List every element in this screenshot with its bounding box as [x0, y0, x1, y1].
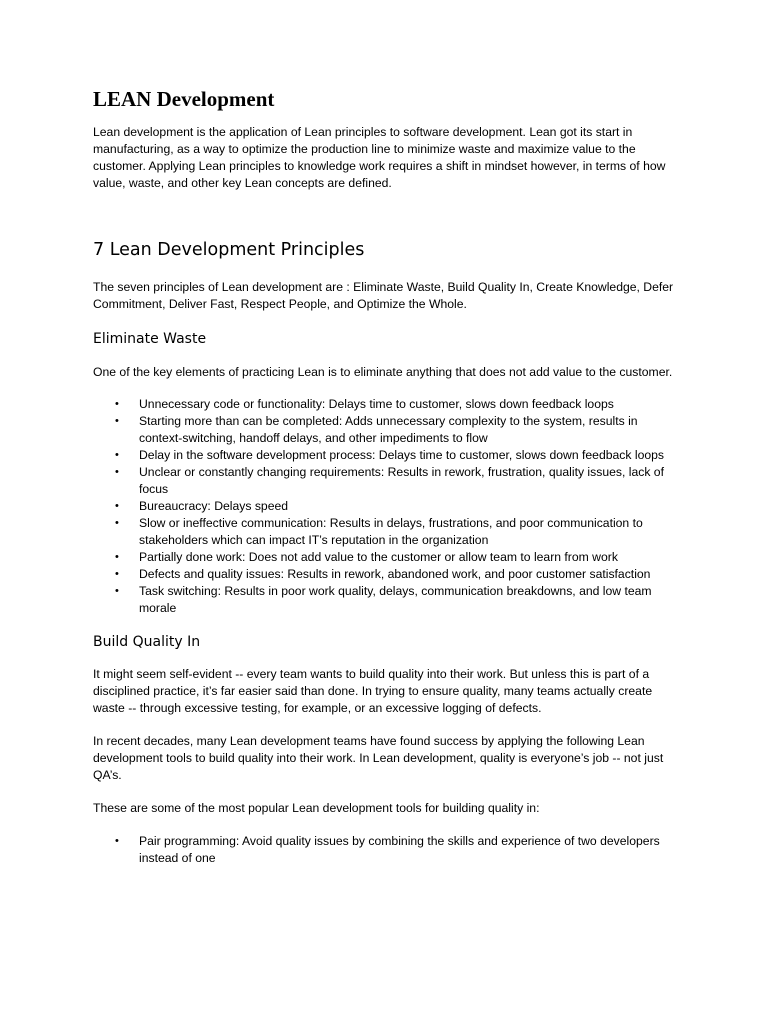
- list-item: [93, 396, 683, 413]
- list-item-text: Partially done work: Does not add value to the customer or allow team to learn from work: [139, 550, 618, 564]
- list-item: [93, 447, 683, 464]
- list-item: [93, 413, 683, 447]
- list-item: [93, 566, 683, 583]
- bullet-icon: •: [115, 466, 119, 478]
- eliminate-waste-heading: Eliminate Waste: [93, 331, 207, 347]
- build-quality-paragraph-1: It might seem self-evident -- every team wants to build quality into their work. But unless this is part of a disciplined practice, it’s far easier said than done. In trying to ensure quality, many teams actually create waste -- through excessive testing, for example, or an excessive logging of defects.: [93, 667, 653, 715]
- list-item-text: Unclear or constantly changing requirements: Results in rework, frustration, quality issues, lack of focus: [139, 465, 664, 496]
- document-page: [93, 86, 683, 867]
- bullet-icon: •: [115, 835, 119, 847]
- list-item: [93, 515, 683, 549]
- list-item: [93, 583, 683, 617]
- bullet-icon: •: [115, 449, 119, 461]
- document-title: LEAN Development: [93, 87, 275, 111]
- bullet-icon: •: [115, 398, 119, 410]
- list-item-text: Delay in the software development process: Delays time to customer, slows down feedback loops: [139, 448, 664, 462]
- intro-paragraph: Lean development is the application of Lean principles to software development. Lean got its start in manufacturing, as a way to optimize the production line to minimize waste and maximize value to the customer. Applying Lean principles to knowledge work requires a shift in mindset however, in terms of how value, waste, and other key Lean concepts are defined.: [93, 125, 666, 190]
- list-item-text: Task switching: Results in poor work quality, delays, communication breakdowns, and low team morale: [139, 584, 652, 615]
- list-item-text: Slow or ineffective communication: Results in delays, frustrations, and poor communication to stakeholders which can impact IT’s reputation in the organization: [139, 516, 643, 547]
- bullet-icon: •: [115, 551, 119, 563]
- list-item: [93, 833, 683, 867]
- list-item-text: Bureaucracy: Delays speed: [139, 499, 289, 513]
- bullet-icon: •: [115, 585, 119, 597]
- list-item-text: Unnecessary code or functionality: Delays time to customer, slows down feedback loops: [139, 397, 614, 411]
- list-item-text: Defects and quality issues: Results in rework, abandoned work, and poor customer satisfaction: [139, 567, 651, 581]
- bullet-icon: •: [115, 517, 119, 529]
- list-item: [93, 549, 683, 566]
- quality-tools-list: [93, 833, 683, 867]
- principles-heading: 7 Lean Development Principles: [93, 240, 365, 260]
- bullet-icon: •: [115, 415, 119, 427]
- build-quality-paragraph-3: These are some of the most popular Lean development tools for building quality in:: [93, 801, 540, 815]
- waste-list: [93, 396, 683, 617]
- bullet-icon: •: [115, 568, 119, 580]
- list-item: [93, 498, 683, 515]
- build-quality-heading: Build Quality In: [93, 634, 201, 650]
- list-item-text: Pair programming: Avoid quality issues by combining the skills and experience of two developers instead of one: [139, 834, 660, 865]
- principles-paragraph: The seven principles of Lean development are : Eliminate Waste, Build Quality In, Create Knowledge, Defer Commitment, Deliver Fast, Respect People, and Optimize the Whole.: [93, 280, 674, 311]
- bullet-icon: •: [115, 500, 119, 512]
- build-quality-paragraph-2: In recent decades, many Lean development teams have found success by applying the following Lean development tools to build quality into their work. In Lean development, quality is everyone’s job -- not just QA’s.: [93, 734, 664, 782]
- list-item: [93, 464, 683, 498]
- list-item-text: Starting more than can be completed: Adds unnecessary complexity to the system, results in context-switching, handoff delays, and other impediments to flow: [139, 414, 638, 445]
- eliminate-waste-paragraph: One of the key elements of practicing Lean is to eliminate anything that does not add value to the customer.: [93, 365, 673, 379]
